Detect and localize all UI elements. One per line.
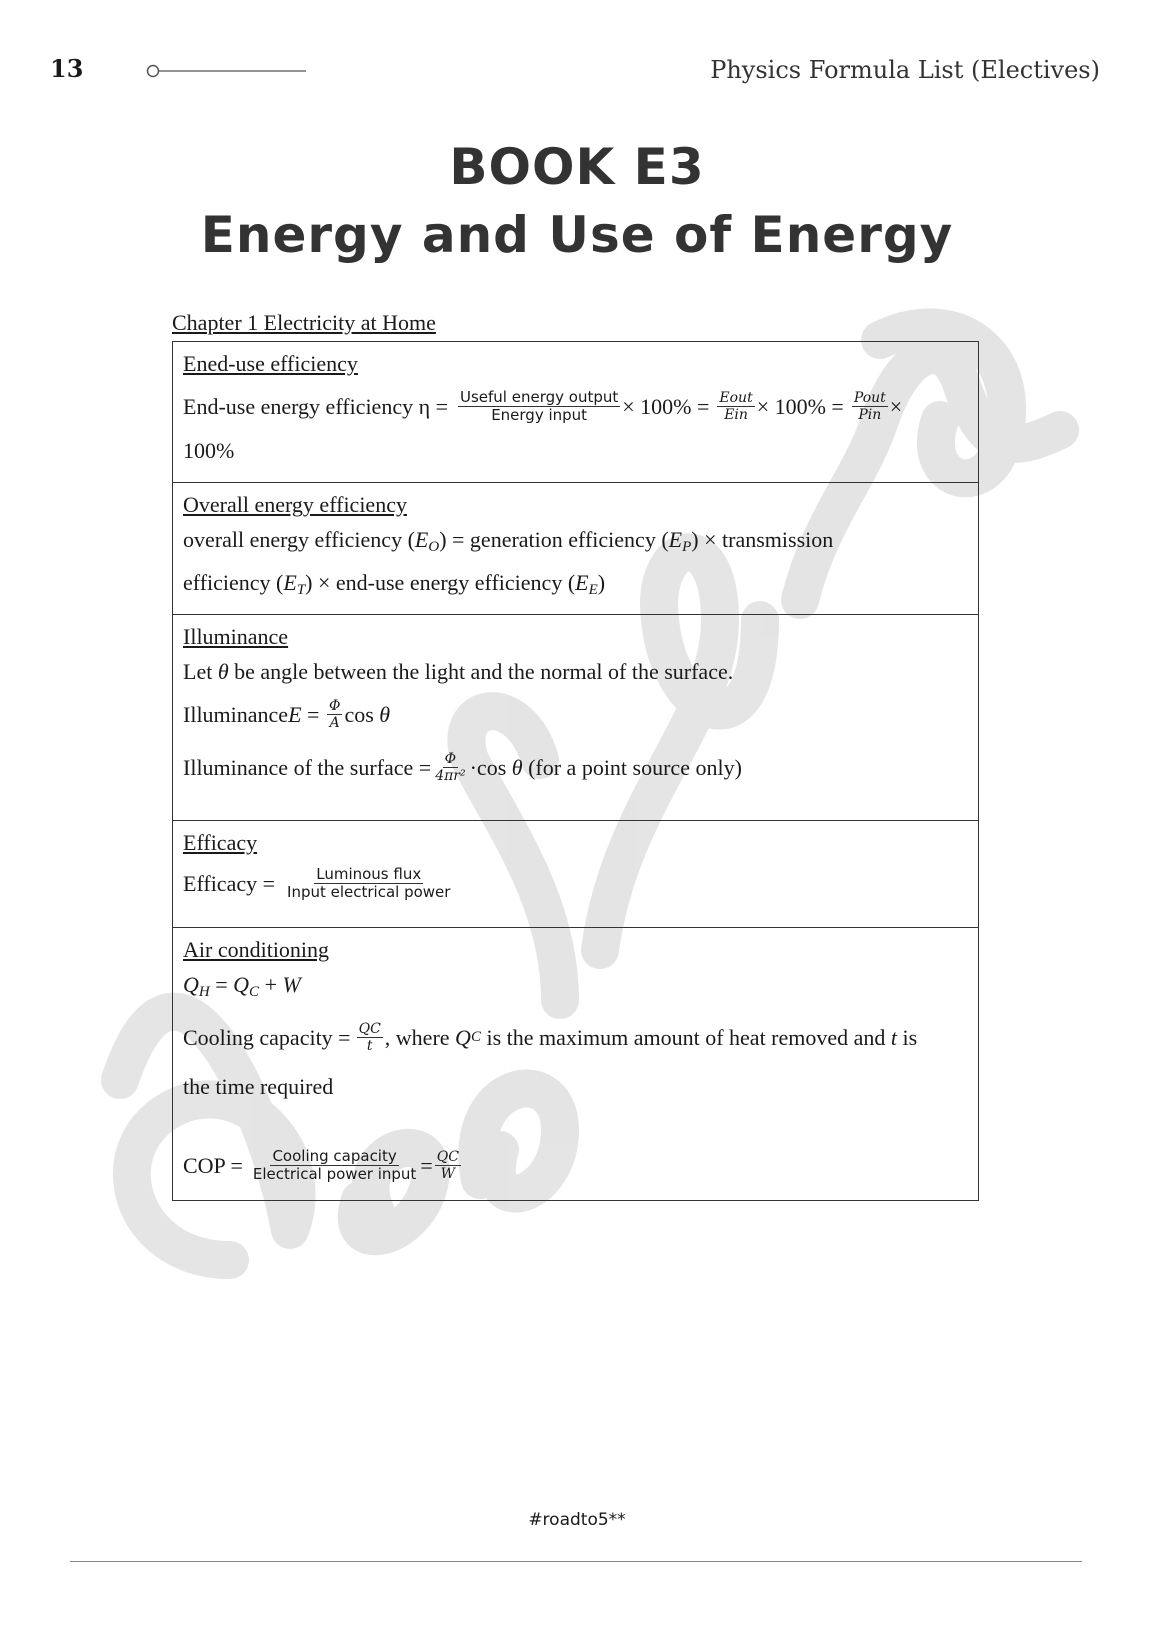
- book-subtitle: Energy and Use of Energy: [200, 206, 954, 264]
- symbol-e: E: [414, 527, 429, 552]
- text: Let: [183, 659, 218, 684]
- section-illuminance: [173, 615, 978, 821]
- fraction-cop: [251, 1148, 418, 1184]
- section-efficacy: [173, 821, 978, 928]
- fraction-cooling-capacity: [357, 1021, 383, 1054]
- subscript: T: [296, 582, 306, 598]
- times-100-percent: × 100% =: [622, 394, 710, 420]
- section-heading: Overall energy efficiency: [183, 492, 407, 517]
- overall-formula-line-2: [183, 565, 968, 608]
- illuminance-formula: [183, 697, 968, 732]
- text: is: [897, 1025, 918, 1050]
- symbol-e: E: [288, 702, 302, 727]
- fraction-power-ratio: [852, 390, 888, 423]
- overall-formula-line-1: [183, 522, 968, 565]
- header-decoration-line: [146, 64, 306, 78]
- header-title: Physics Formula List (Electives): [710, 56, 1100, 84]
- numerator: Φ: [328, 697, 341, 714]
- fraction-flux-area: [327, 698, 342, 731]
- symbol-e: E: [575, 570, 589, 595]
- fraction-energy-ratio: [717, 390, 754, 423]
- text: ) × end-use energy efficiency (: [305, 570, 576, 595]
- symbol-e: E: [668, 527, 683, 552]
- cooling-capacity-formula: [183, 1020, 968, 1055]
- numerator: QC: [358, 1020, 381, 1037]
- fraction-qc-w: [435, 1149, 461, 1182]
- denominator: t: [366, 1038, 373, 1054]
- illuminance-definition: [183, 654, 968, 689]
- text: overall energy efficiency (: [183, 527, 415, 552]
- symbol-q: Q: [455, 1025, 471, 1050]
- numerator: QC: [436, 1149, 459, 1166]
- numerator: Luminous flux: [316, 865, 422, 883]
- text: ) = generation efficiency (: [439, 527, 669, 552]
- denominator: A: [329, 715, 340, 731]
- symbol-theta: θ: [379, 702, 391, 727]
- numerator: Pout: [853, 390, 886, 407]
- text: cos: [344, 702, 380, 727]
- footer-hashtag: #roadto5**: [528, 1510, 626, 1530]
- formula-label: End-use energy efficiency η =: [183, 394, 448, 420]
- text: Illuminance of the surface =: [183, 755, 432, 780]
- text: ) × transmission: [691, 527, 834, 552]
- end-use-formula: [183, 389, 968, 425]
- subscript: P: [682, 539, 692, 555]
- footer-divider: [70, 1561, 1082, 1562]
- text: is the maximum amount of heat removed and: [480, 1025, 891, 1050]
- section-overall-efficiency: [173, 483, 978, 615]
- symbol-w: W: [282, 972, 301, 997]
- section-heading: Air conditioning: [183, 937, 330, 962]
- denominator: W: [440, 1166, 456, 1183]
- chapter-title: Chapter 1 Electricity at Home: [172, 310, 436, 335]
- times-100-percent: × 100% =: [756, 394, 844, 420]
- denominator: Energy input: [491, 406, 588, 425]
- book-title: BOOK E3: [449, 138, 705, 196]
- section-heading: Ened-use efficiency: [183, 351, 358, 376]
- denominator: Input electrical power: [287, 883, 451, 902]
- subscript: O: [428, 539, 440, 555]
- denominator: Electrical power input: [252, 1165, 417, 1184]
- numerator: Eout: [719, 390, 753, 407]
- symbol-q: Q: [183, 972, 199, 997]
- text: ·cos: [469, 755, 512, 780]
- text: Cooling capacity =: [183, 1025, 351, 1050]
- text: =: [420, 1153, 433, 1179]
- symbol-q: Q: [233, 972, 250, 997]
- subscript: H: [198, 984, 210, 1000]
- text: , where: [384, 1025, 456, 1050]
- symbol-theta: θ: [217, 659, 229, 684]
- text: ): [597, 570, 606, 595]
- fraction-efficacy: [285, 866, 452, 902]
- numerator: Φ: [444, 750, 457, 767]
- text: Illuminance: [183, 702, 289, 727]
- text: (for a point source only): [522, 755, 742, 780]
- text: =: [209, 972, 234, 997]
- numerator: Useful energy output: [460, 388, 619, 406]
- formula-continuation: the time required: [183, 1074, 334, 1099]
- denominator: Pin: [858, 407, 882, 424]
- cop-formula: [183, 1148, 968, 1184]
- formula-continuation: 100%: [183, 437, 235, 463]
- section-heading: Illuminance: [183, 624, 289, 649]
- subscript: C: [249, 984, 260, 1000]
- efficacy-formula: [183, 866, 968, 902]
- section-heading: Efficacy: [183, 830, 258, 855]
- section-end-use-efficiency: [173, 342, 978, 483]
- heat-balance-formula: [183, 967, 968, 1010]
- numerator: Cooling capacity: [272, 1147, 397, 1165]
- symbol-e: E: [283, 570, 297, 595]
- illuminance-point-source-formula: [183, 750, 968, 785]
- symbol-t: t: [890, 1025, 898, 1050]
- denominator: Ein: [724, 407, 748, 424]
- subscript: C: [470, 1029, 481, 1045]
- text: COP =: [183, 1153, 243, 1179]
- text: be angle between the light and the normal of the surface.: [228, 659, 734, 684]
- fraction-useful-energy: [458, 389, 620, 425]
- section-air-conditioning: [173, 928, 978, 1200]
- fraction-flux-sphere: [433, 751, 467, 784]
- text: =: [301, 702, 325, 727]
- symbol-theta: θ: [511, 755, 523, 780]
- denominator: 4πr²: [435, 768, 466, 784]
- text: +: [259, 972, 283, 997]
- subscript: E: [588, 582, 598, 598]
- formula-table: [172, 341, 979, 1201]
- text: efficiency (: [183, 570, 284, 595]
- page-number: 13: [50, 54, 84, 83]
- text: Efficacy =: [183, 871, 276, 897]
- times-sign: ×: [889, 394, 903, 420]
